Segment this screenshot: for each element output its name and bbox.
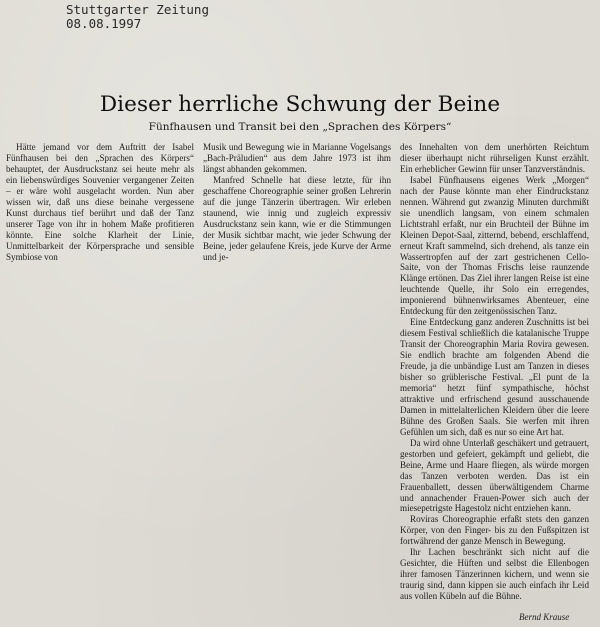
paragraph: des Innehalten von dem unerhörten Reichtum dieser überhaupt nicht rührseligen Kunst erzählt. Ein erheblicher Gewinn für unser Tanzverständnis. <box>400 142 589 174</box>
paragraph: Hätte jemand vor dem Auftritt der Isabel Fünfhausen bei den „Sprachen des Körpers“ behauptet, der Ausdruckstanz sei heute mehr als ein liebenswürdiges Souvenier vergangener Zeiten – er wäre wohl ausgelacht worden. Nun aber wissen wir, daß uns diese beinahe vergessene Kunst durchaus tief berührt und daß der Tanz unserer Tage von ihr in hohem Maße profitieren könnte. Eine solche Klarheit der Linie, Unmittelbarkeit der Körpersprache und sensible Symbiose von <box>6 142 194 262</box>
paragraph: Roviras Choreographie erfaßt stets den ganzen Körper, von den Finger- bis zu den Fußspitzen ist fortwährend der ganze Mensch in Bewegung. <box>400 514 589 547</box>
paragraph: Musik und Bewegung wie in Marianne Vogelsangs „Bach-Präludien“ aus dem Jahre 1973 ist ihm längst abhanden gekommen. <box>203 142 391 174</box>
article-subheadline: Fünfhausen und Transit bei den „Sprachen des Körpers“ <box>148 121 452 133</box>
publication-name: Stuttgarter Zeitung <box>66 2 209 17</box>
article-column-1 <box>6 142 194 262</box>
publication-date: 08.08.1997 <box>66 16 142 31</box>
article-headline: Dieser herrliche Schwung der Beine <box>99 92 501 117</box>
source-stamp <box>66 3 209 31</box>
paragraph: Isabel Fünfhausens eigenes Werk „Morgen“ nach der Pause könnte man eher Eindruckstanz nennen. Während gut zwanzig Minuten durchmißt sie unendlich langsam, von einem schmalen Lichtstrahl erfaßt, nur ein Bruchteil der Bühne im Kleinen Depot-Saal, zitternd, bebend, erschlaffend, erneut Kraft sammelnd, sich drehend, als tanze ein Wassertropfen auf der zart gestrichenen Cello-Saite, von der Thomas Frischs leise raunzende Klänge ertönen. Das Ziel ihrer langen Reise ist eine leuchtende Quelle, ihr Solo ein erregendes, imponierend bühnenwirksames Abenteuer, eine Entdeckung für den zeitgenössischen Tanz. <box>400 174 589 317</box>
paragraph: Manfred Schnelle hat diese letzte, für ihn geschaffene Choreographie seiner großen Lehrerin auf die junge Tänzerin übertragen. Wir erleben staunend, wie innig und zugleich expressiv Ausdruckstanz sein kann, wie er die Stimmungen der Musik sichtbar macht, wie jeder Schwung der Beine, jeder gelaufene Kreis, jede Kurve der Arme und je- <box>203 174 391 262</box>
paragraph: Da wird ohne Unterlaß geschäkert und getrauert, gestorben und gefeiert, gekämpft und geliebt, die Beine, Arme und Haare fliegen, als würde morgen das Tanzen verboten werden. Das ist ein Frauenballett, dessen überwältigendem Charme und annachender Frauen-Power sich auch der miesepetrigste Hagestolz nicht entziehen kann. <box>400 437 589 514</box>
paragraph: Ihr Lachen beschränkt sich nicht auf die Gesichter, die Hüften und selbst die Ellenbogen ihrer famosen Tänzerinnen kichern, und wenn sie traurig sind, dann kippen sie auch einfach ihr Leid aus vollen Kübeln auf die Bühne. <box>400 547 589 602</box>
article-column-3 <box>400 142 589 602</box>
article-column-2 <box>203 142 391 262</box>
author-signature: Bernd Krause <box>519 612 570 622</box>
paragraph: Eine Entdeckung ganz anderen Zuschnitts ist bei diesem Festival schließlich die katalanische Truppe Transit der Choreographin Maria Rovira gewesen. Sie endlich brachte am folgenden Abend die Freude, ja die unbändige Lust am Tanzen in dieses bisher so grüblerische Festival. „El punt de la memoria“ hetzt fünf sympathische, höchst attraktive und erfrischend gesund ausschauende Damen in mittelalterlichen Kleidern über die leere Bühne des Großen Saals. Sie werfen mit ihren Gefühlen um sich, daß es nur so eine Art hat. <box>400 317 589 437</box>
